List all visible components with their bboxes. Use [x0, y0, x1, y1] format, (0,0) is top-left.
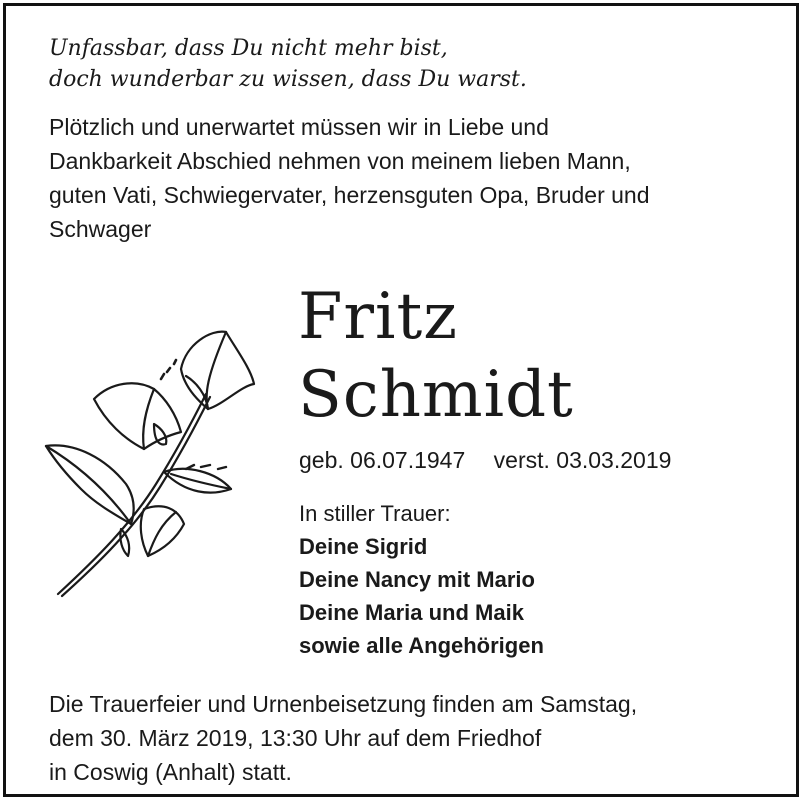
calla-lily-icon [36, 324, 266, 604]
service-line-1: Die Trauerfeier und Urnenbeisetzung finden am Samstag, [49, 691, 638, 717]
service-info [49, 687, 637, 789]
service-line-2: dem 30. März 2019, 13:30 Uhr auf dem Friedhof [49, 725, 542, 751]
deceased-last-name: Schmidt [298, 358, 574, 432]
life-dates [299, 447, 671, 474]
quote-line-1: Unfassbar, dass Du nicht mehr bist, [49, 36, 448, 61]
birth-date: geb. 06.07.1947 [299, 447, 466, 473]
obituary-notice [3, 3, 799, 797]
quote-line-2: doch wunderbar zu wissen, dass Du warst. [49, 67, 527, 92]
mourner-4: sowie alle Angehörigen [299, 633, 544, 658]
intro-line-2: Dankbarkeit Abschied nehmen von meinem lieben Mann, [49, 148, 631, 174]
intro-text [49, 110, 650, 246]
intro-line-1: Plötzlich und unerwartet müssen wir in Liebe und [49, 114, 549, 140]
mourner-2: Deine Nancy mit Mario [299, 567, 535, 592]
mourner-1: Deine Sigrid [299, 534, 428, 559]
mourners-heading: In stiller Trauer: [299, 501, 451, 526]
quote [49, 33, 527, 95]
service-line-3: in Coswig (Anhalt) statt. [49, 759, 292, 785]
mourner-3: Deine Maria und Maik [299, 600, 524, 625]
deceased-first-name: Fritz [298, 280, 458, 354]
deceased-name [298, 278, 574, 434]
intro-line-3: guten Vati, Schwiegervater, herzensguten Opa, Bruder und [49, 182, 650, 208]
mourners [299, 497, 544, 662]
intro-line-4: Schwager [49, 216, 152, 242]
death-date: verst. 03.03.2019 [493, 447, 672, 473]
